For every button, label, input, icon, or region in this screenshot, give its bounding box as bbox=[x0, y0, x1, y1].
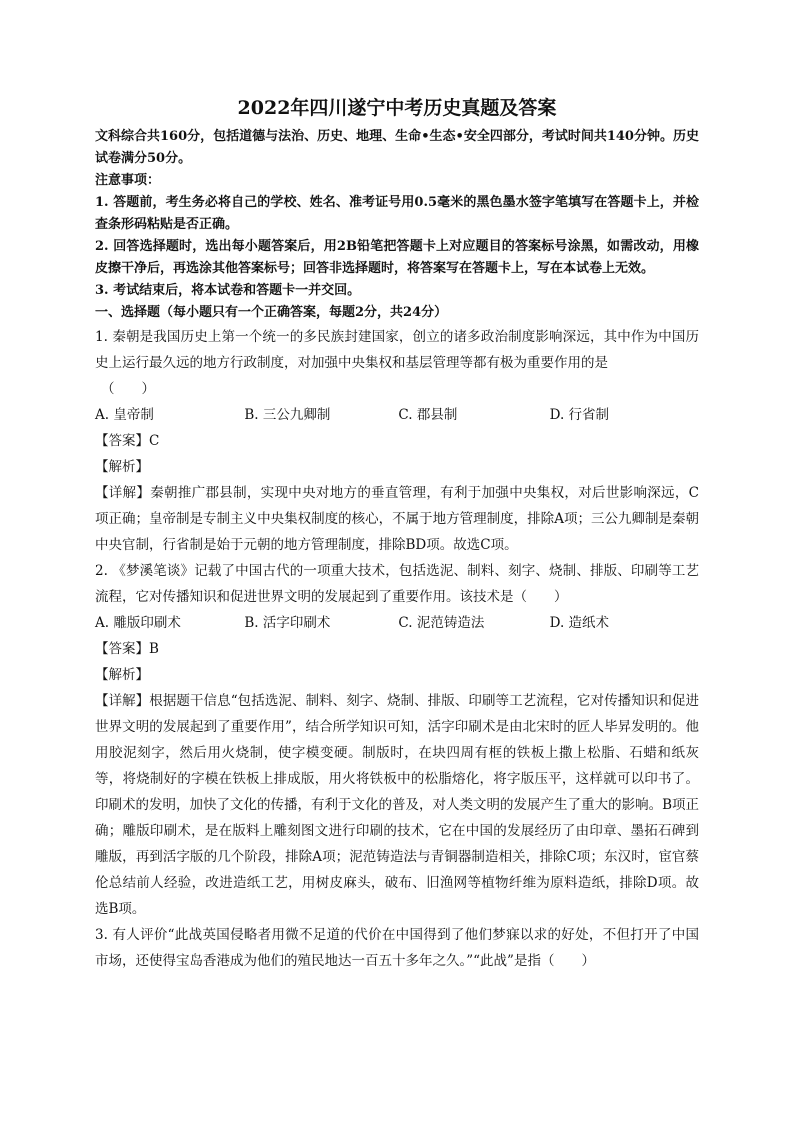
question-2 bbox=[95, 558, 699, 922]
section-heading: 一、选择题（每小题只有一个正确答案，每题2分，共24分） bbox=[95, 305, 448, 320]
question-list bbox=[95, 324, 699, 974]
question-3 bbox=[95, 922, 699, 974]
question-stem: 1. 秦朝是我国历史上第一个统一的多民族封建国家，创立的诸多政治制度影响深远，其中作为中国历史上运行最久远的地方行政制度，对加强中央集权和基层管理等都有极为重要作用的是 bbox=[95, 329, 699, 371]
option-c: C. 郡县制 bbox=[398, 407, 458, 423]
option-b: B. 三公九卿制 bbox=[244, 407, 331, 423]
question-stem: 3. 有人评价“此战英国侵略者用微不足道的代价在中国得到了他们梦寐以求的好处，不但打开了中国市场，还使得宝岛香港成为他们的殖民地达一百五十多年之久。”“此战”是指（ ） bbox=[95, 927, 699, 969]
page-title: 2022年四川遂宁中考历史真题及答案 bbox=[237, 97, 557, 119]
option-a: A. 雕版印刷术 bbox=[95, 615, 181, 631]
option-a: A. 皇帝制 bbox=[95, 407, 154, 423]
exam-intro: 文科综合共160分，包括道德与法治、历史、地理、生命•生态•安全四部分，考试时间共140分钟。历史试卷满分50分。 bbox=[95, 129, 699, 166]
notice-heading: 注意事项： bbox=[95, 173, 161, 188]
option-c: C. 泥范铸造法 bbox=[398, 615, 485, 631]
option-d: D. 造纸术 bbox=[549, 615, 610, 631]
option-list bbox=[95, 610, 699, 636]
detail-explanation: 【详解】秦朝推广郡县制，实现中央对地方的垂直管理，有利于加强中央集权，对后世影响深远，C项正确；皇帝制是专制主义中央集权制度的核心，不属于地方管理制度，排除A项；三公九卿制是秦朝中央官制，行省制是始于元朝的地方管理制度，排除BD项。故选C项。 bbox=[95, 485, 699, 553]
answer-blank: （ ） bbox=[101, 381, 155, 397]
detail-explanation: 【详解】根据题干信息“包括选泥、制料、刻字、烧制、排版、印刷等工艺流程，它对传播知识和促进世界文明的发展起到了重要作用”，结合所学知识可知，活字印刷术是由北宋时的匠人毕昇发明的。他用胶泥刻字，然后用火烧制，使字模变硬。制版时，在块四周有框的铁板上撒上松脂、石蜡和纸灰等，将烧制好的字模在铁板上排成版，用火将铁板中的松脂熔化，将字版压平，这样就可以印书了。印刷术的发明，加快了文化的传播，有利于文化的普及，对人类文明的发展产生了重大的影响。B项正确；雕版印刷术，是在版料上雕刻图文进行印刷的技术，它在中国的发展经历了由印章、墨拓石碑到雕版，再到活字版的几个阶段，排除A项；泥范铸造法与青铜器制造相关，排除C项；东汉时，宦官蔡伦总结前人经验，改进造纸工艺，用树皮麻头，破布、旧渔网等植物纤维为原料造纸，排除D项。故选B项。 bbox=[95, 693, 699, 917]
answer-label: 【答案】C bbox=[95, 433, 160, 449]
analysis-label: 【解析】 bbox=[95, 459, 149, 475]
exam-page bbox=[95, 96, 699, 974]
notice-item: 1. 答题前，考生务必将自己的学校、姓名、准考证号用0.5毫米的黑色墨水签字笔填写在答题卡上，并检查条形码粘贴是否正确。 bbox=[95, 195, 699, 232]
answer-label: 【答案】B bbox=[95, 641, 159, 657]
option-d: D. 行省制 bbox=[549, 407, 610, 423]
exam-notice bbox=[95, 126, 699, 324]
notice-item: 3. 考试结束后，将本试卷和答题卡一并交回。 bbox=[95, 283, 361, 298]
question-1 bbox=[95, 324, 699, 558]
question-stem: 2. 《梦溪笔谈》记载了中国古代的一项重大技术，包括选泥、制料、刻字、烧制、排版、印刷等工艺流程，它对传播知识和促进世界文明的发展起到了重要作用。该技术是（ ） bbox=[95, 563, 699, 605]
analysis-label: 【解析】 bbox=[95, 667, 149, 683]
option-list bbox=[95, 402, 699, 428]
option-b: B. 活字印刷术 bbox=[244, 615, 331, 631]
notice-item: 2. 回答选择题时，选出每小题答案后，用2B铅笔把答题卡上对应题目的答案标号涂黑，如需改动，用橡皮擦干净后，再选涂其他答案标号；回答非选择题时，将答案写在答题卡上，写在本试卷上无效。 bbox=[95, 239, 699, 276]
